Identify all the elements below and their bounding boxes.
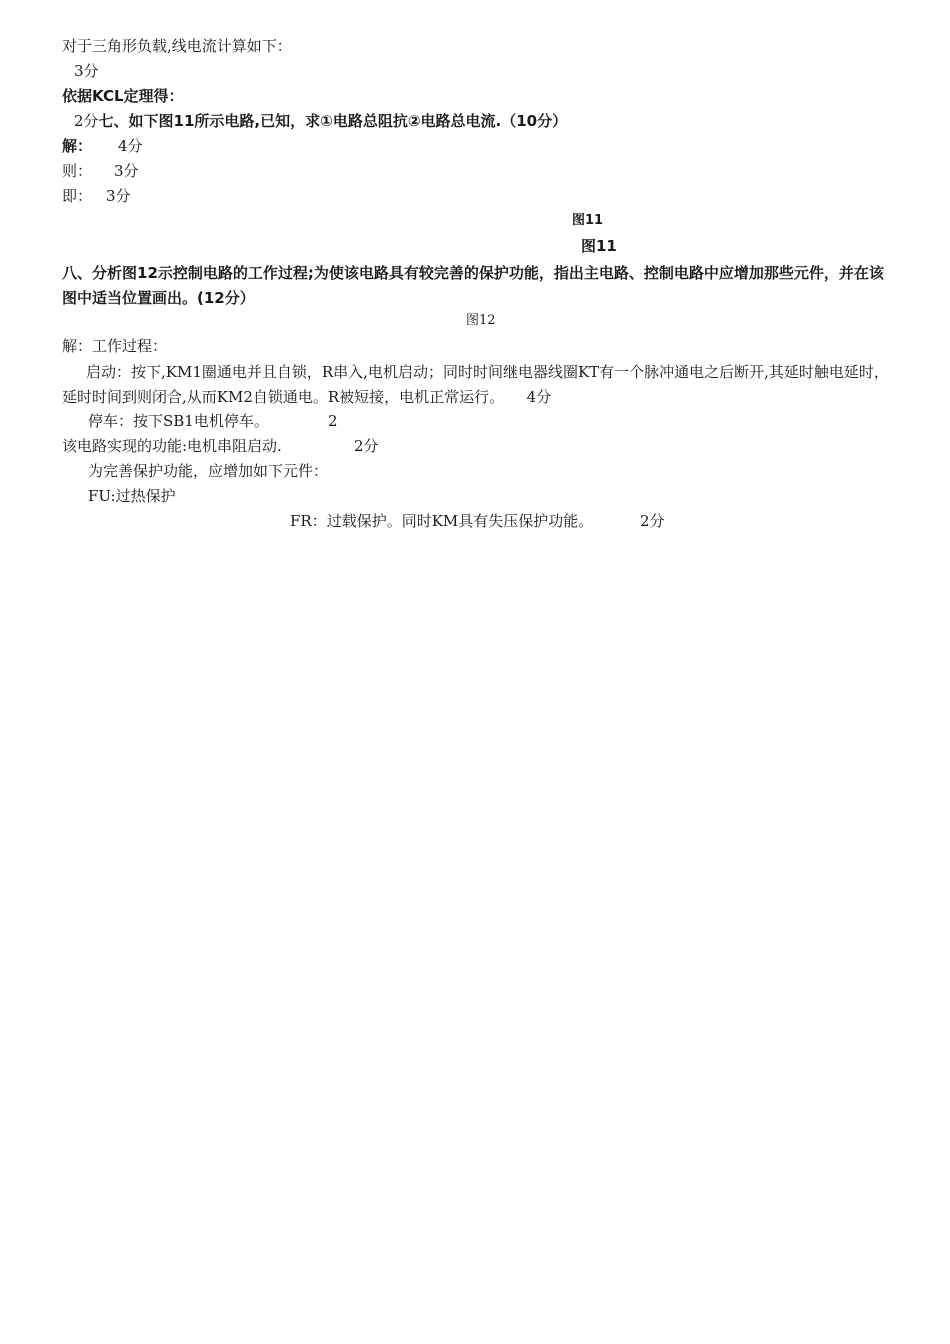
then-label: 则： bbox=[62, 162, 93, 180]
function-line: 该电路实现的功能:电机串阻启动. bbox=[62, 437, 282, 455]
question-8: 八、分析图12示控制电路的工作过程;为使该电路具有较完善的保护功能，指出主电路、控制电路中应增加那些元件，并在该图中适当位置画出。(12分） bbox=[62, 264, 884, 307]
question-7-line bbox=[74, 111, 567, 131]
score-3: 3分 bbox=[74, 62, 99, 80]
figure-11-caption-small: 图11 bbox=[572, 213, 604, 228]
figure-11-caption: 图11 bbox=[581, 237, 617, 255]
fr-score: 2分 bbox=[640, 512, 665, 530]
function-score: 2分 bbox=[354, 437, 379, 455]
triangle-load-line: 对于三角形负载,线电流计算如下： bbox=[62, 37, 292, 55]
score-2: 2分 bbox=[74, 112, 99, 130]
score-3b: 3分 bbox=[114, 162, 139, 180]
kcl-heading: 依据KCL定理得： bbox=[62, 87, 184, 105]
score-4: 4分 bbox=[118, 137, 143, 155]
protection-intro: 为完善保护功能，应增加如下元件： bbox=[88, 462, 329, 480]
stop-process: 停车：按下SB1电机停车。 bbox=[88, 412, 269, 430]
question-7: 七、如下图11所示电路,已知，求①电路总阻抗②电路总电流.（10分） bbox=[98, 112, 568, 130]
score-3c: 3分 bbox=[106, 187, 131, 205]
fu-item: FU:过热保护 bbox=[88, 487, 176, 505]
start-process: 启动：按下,KM1圈通电并且自锁，R串入,电机启动；同时时间继电器线圈KT有一个脉冲通电之后断开,其延时触电延时，延时时间到则闭合,从而KM2自锁通电。R被短接，电机正常运行。 4分 bbox=[62, 363, 889, 406]
solution-label: 解： bbox=[62, 137, 93, 155]
answer-heading: 解：工作过程： bbox=[62, 337, 168, 355]
fr-item: FR：过载保护。同时KM具有失压保护功能。 bbox=[290, 512, 594, 530]
stop-score: 2 bbox=[328, 412, 338, 430]
i-e-label: 即： bbox=[62, 187, 93, 205]
figure-12-caption: 图12 bbox=[466, 313, 496, 328]
